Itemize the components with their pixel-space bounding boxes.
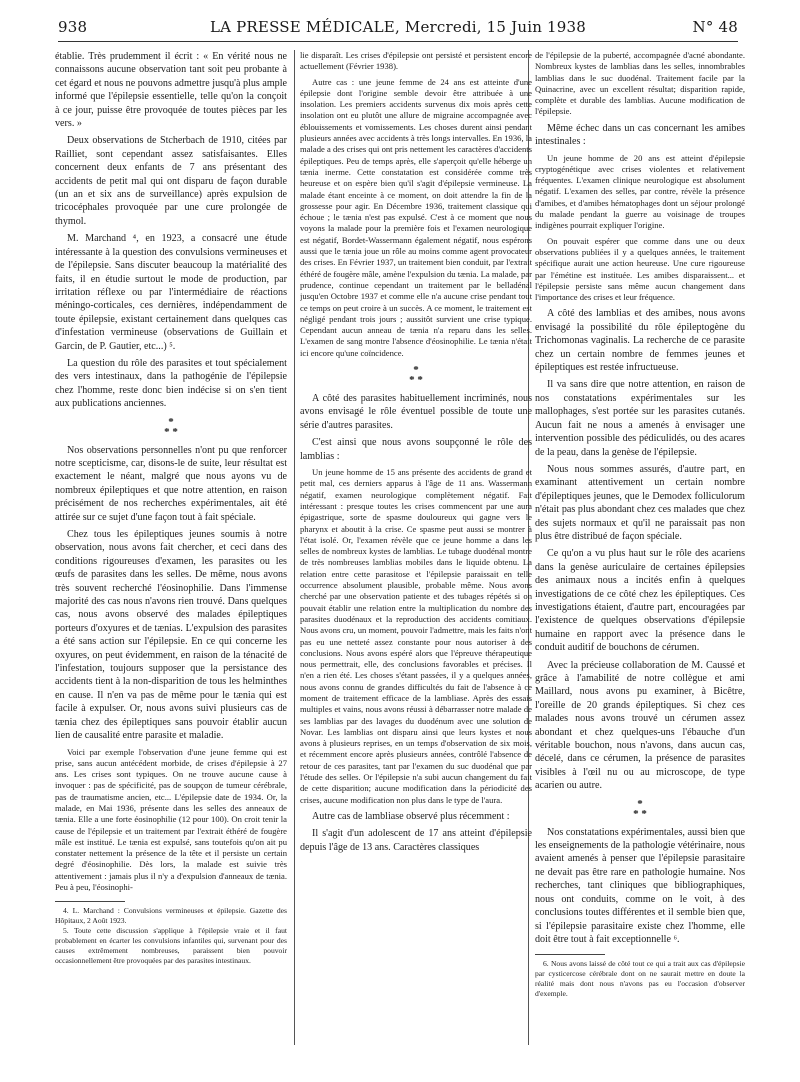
column-1 [55, 50, 287, 1050]
paragraph: C'est ainsi que nous avons soupçonné le rôle des lamblias : [300, 437, 532, 462]
issue-number: N° 48 [692, 18, 738, 36]
paragraph: Ce qu'on a vu plus haut sur le rôle des acariens dans la genèse auriculaire de certaines épilepsies des animaux nous a incités enfin à quelques investigations de ce côté chez les épileptiques. Ces investigations étaient, d'autre part, encouragées par l'existence de quelques observations d'épilepsie humaine en rapport avec la présence dans le conduit auditif de bouchons de cérumen. [535, 548, 745, 654]
paragraph: Un jeune homme de 20 ans est atteint d'épilepsie cryptogénétique avec crises violentes et relativement fréquentes. L'examen clinique neurologique est absolument négatif. L'examen des selles, par contre, révèle la présence d'amibes, et d'amibes hématophages dont un séjour prolongé du malade pendant la guerre au voisinage de troupes indigènes pourrait expliquer l'origine. [535, 152, 745, 231]
footnote-rule [55, 901, 125, 902]
section-separator: * * * [409, 364, 423, 387]
paragraph: Chez tous les épileptiques jeunes soumis à notre observation, nous avons fait chercher, et ceci dans des conditions rigoureuses d'examen, les parasites ou les œufs de parasites dans les selles. De même, nous avons très souvent recherché l'éosinophilie. Dans l'immense majorité des cas nous n'avons rien trouvé. Dans quelques cas, nous avons observé des malades épileptiques porteurs d'oxyures et de tænias. L'expulsion des parasites a été sans action sur l'épilepsie. En ce qui concerne les oxyures, on peut évidemment, en raison de la ténacité de l'infestation, toujours supposer que la persistance des accidents tient à la non-disparition de tous les helminthes en cause. Il n'en va pas de même pour le tænia qui est facile à expulser. Or, nous avons suivi plusieurs cas de tænia chez des épileptiques sans pouvoir établir aucun lien de causalité entre parasite et maladie. [55, 529, 287, 742]
paragraph: Autre cas de lambliase observé plus récemment : [312, 810, 510, 822]
journal-title: LA PRESSE MÉDICALE, Mercredi, 15 Juin 1938 [209, 18, 587, 36]
paragraph: de l'épilepsie de la puberté, accompagnée d'acné abondante. Nombreux kystes de lamblias dans les selles, innombrables lamblias dans le suc duodénal. Traitement facile par la Quinacrine, avec un excellent résultat; disparition rapide, complète et durable des lamblias. Aucune modification de l'épilepsie. [535, 50, 745, 117]
paragraph: Nos observations personnelles n'ont pu que renforcer notre scepticisme, car, disons-le de suite, leur résultat est exactement le néant, malgré que nous ayons vu de nombreux épileptiques et que notre attention, en raison précisément de nos recherches expérimentales, ait été attirée sur ce sujet d'une façon tout à fait spéciale. [55, 444, 287, 523]
footnotes [55, 906, 287, 966]
page-header [58, 18, 738, 40]
section-separator: * * * [164, 415, 178, 438]
paragraph: Il va sans dire que notre attention, en raison de nos constatations expérimentales sur les mallophages, s'est portée sur les parasites cutanés. Aucun fait ne nous a amenés à envisager une intervention possible des pédiculidés, ou des acares de la peau, dans la genèse de l'épilepsie. [535, 379, 745, 458]
header-rule [58, 41, 738, 42]
paragraph: Nous nous sommes assurés, d'autre part, en examinant attentivement un certain nombre d'épileptiques jeunes, que le Demodex folliculorum n'était pas plus abondant chez ces malades que chez des sujets normaux et qu'il ne paraissait pas non plus être distribué de façon spéciale. [535, 463, 745, 542]
paragraph: A côté des lamblias et des amibes, nous avons envisagé la possibilité du rôle épileptogène du Trichomonas vaginalis. La recherche de ce parasite chez un certain nombre de femmes jeunes et épileptiques est restée infructueuse. [535, 308, 745, 374]
paragraph: A côté des parasites habituellement incriminés, nous avons envisagé le rôle éventuel possible de toute une série d'autres parasites. [300, 393, 532, 431]
column-2 [300, 50, 532, 1050]
paragraph: lie disparaît. Les crises d'épilepsie ont persisté et persistent encore actuellement (Février 1938). [300, 50, 532, 72]
column-divider [294, 50, 295, 1045]
column-3 [535, 50, 745, 1050]
paragraph: Autre cas : une jeune femme de 24 ans est atteinte d'une épilepsie dont l'origine semble devoir être attribuée à une insolation. Les premiers accidents survenus dix mois après cette insolation ont eu plutôt une allure de migraine accompagnée avec éblouissements et vomissements. Les choses durent ainsi pendant plusieurs années avec accidents à très longs intervalles. En 1936, la malade a des crises qui ont pris nettement les caractères d'accidents épileptiques. Peu de temps après, elle s'aperçoit qu'elle héberge un tænia inerme. Cette constatation est considérée comme très heureuse et on espère bien qu'il s'agit d'épilepsie vermineuse. La malade étant enceinte à ce moment, on doit attendre la fin de la grossesse pour agir. En Décembre 1936, traitement classique qui échoue ; le tænia n'est pas expulsé. C'est à ce moment que nous voyons la malade pour la première fois et l'examen neurologique est négatif, Bordet-Wassermann également négatif, nous espérons aussi que le tænia joue un rôle au moins comme agent provocateur des crises. En Février 1937, un traitement bien conduit, par l'extrait éthéré de fougère mâle, amène l'expulsion du tænia. La malade, par prudence, continue cependant un traitement par le belladénal jusqu'en Octobre 1937 et comme elle n'a aucune crise pendant tout ce temps on peut croire à un succès. A ce moment, le traitement est négligé pendant trois jours ; aussitôt survient une crise typique. Cependant aucun anneau de tænia n'a reparu dans les selles. L'examen de sang montre l'absence d'éosinophilie. Le tænia n'était ici encore qu'une coïncidence. [300, 76, 532, 358]
page-number: 938 [58, 18, 88, 36]
footnotes [535, 959, 745, 999]
paragraph: La question du rôle des parasites et tout spécialement des vers intestinaux, dans la pathogénie de l'épilepsie chez l'homme, reste donc bien indécise si on s'en tient aux publications anciennes. [55, 357, 287, 410]
footnote-rule [535, 954, 605, 955]
paragraph: Voici par exemple l'observation d'une jeune femme qui est prise, sans aucun antécédent morbide, de crises d'épilepsie à 27 ans. Les crises sont typiques. On ne trouve aucune cause à invoquer : pas de spécificité, pas de soupçon de tumeur cérébrale, pas de traumatisme ancien, etc... L'épilepsie date de 1934. Or, la malade, en Mai 1936, présente dans les selles des anneaux de tænia. Elle a une forte éosinophilie (12 pour 100). On croit tenir la cause de l'épilepsie et un traitement par l'extrait éthéré de fougère mâle est institué. Le tænia est expulsé, sans toutefois qu'on ait pu constater nettement la présence de la tête et il persiste un certain degré d'éosinophilie. Dès lors, la malade est suivie très attentivement : jamais plus il n'y a d'expulsion d'anneaux de tænia. Peu à peu, l'éosinophi- [55, 746, 287, 893]
footnote: 5. Toute cette discussion s'applique à l'épilepsie vraie et il faut probablement en écarter les convulsions infantiles qui, survenant pour des causes extrêmement nombreuses, paraissent bien pouvoir occasionnellement être provoquées par des parasites intestinaux. [55, 926, 287, 966]
paragraph: Un jeune homme de 15 ans présente des accidents de grand et petit mal, ces derniers apparus à l'âge de 11 ans. Wassermann négatif, examen neurologique complètement négatif. Fait intéressant : presque toutes les crises commencent par une aura épigastrique, sorte de spasme douloureux qui gagne vers le pharynx et aboutit à la crise. Ce spasme peut aussi se montrer à l'état isolé. Or, l'examen révèle que ce jeune homme a dans les selles de nombreux kystes de lamblias. Le tubage duodénal montre de très nombreuses lamblias mobiles dans le liquide obtenu. La relation entre cette parasitose et l'épilepsie paraissait en telle occurrence absolument plausible, probable même. Nous avons cherché par une observation patiente et des tubages répétés si on pouvait établir une relation entre la multiplication du nombre des parasites duodénaux et la reproduction des accidents comitiaux. Nous avons cru, un moment, pouvoir l'admettre, mais les faits n'ont pas eu une netteté assez constante pour nous autoriser à des conclusions. Nous avons espéré alors que l'épreuve thérapeutique nous permettrait, elle, des conclusions favorables et précises. Il n'en a rien été. Les choses s'étant passées, il y a quelques années, nous avons connu de grandes difficultés du fait de l'absence à ce moment de traitement efficace de la lambliase. Après des essais multiples et vains, nous avons réussi à débarrasser notre malade de ses lamblias par des lavages du duodénum avec une solution de Novar. Les lamblias ont disparu ainsi que leurs kystes et nous avons à plusieurs reprises, en un temps d'observation de six mois, et récemment encore après plusieurs années, contrôlé l'absence de retour de ces parasites, tant par l'examen du suc duodénal que par l'étude des selles. Or l'épilepsie n'a subi aucun changement du fait de cette disparition; aucune modification dans la périodicité des crises, aucune modification non plus dans le type de l'aura. [300, 467, 532, 805]
paragraph: On pouvait espérer que comme dans une ou deux observations publiées il y a quelques années, le traitement spécifique aurait une action heureuse. Une cure rigoureuse par l'émétine est instituée. Les amibes disparaissent... et l'épilepsie persiste sans même aucun changement dans l'importance des crises et leur fréquence. [535, 235, 745, 303]
footnote: 6. Nous avons laissé de côté tout ce qui a trait aux cas d'épilepsie par cysticercose cérébrale dont on ne saurait mettre en doute la réalité mais dont nous n'avons pas eu l'occasion d'observer d'exemple. [535, 959, 745, 999]
paragraph: Deux observations de Stcherbach de 1910, citées par Railliet, sont cependant assez satisfaisantes. Elles concernent deux enfants de 7 ans présentant des accidents de petit mal qui ont disparu de façon durable (un an et six ans de surveillance) après expulsion de tricocéphales provoquée par une cure prolongée de thymol. [55, 135, 287, 227]
paragraph: Même échec dans un cas concernant les amibes intestinales : [535, 122, 745, 148]
paragraph: M. Marchand ⁴, en 1923, a consacré une étude intéressante à la question des convulsions vermineuses et de l'épilepsie. Sans discuter beaucoup la matérialité des faits, il en étudie surtout le mode de production, par irritation réflexe ou par l'intermédiaire de réactions méningo-corticales, ces dernières, indépendamment de toute épilepsie, existant certainement dans quelques cas d'infestation vermineuse (observations de Guillain et Garcin, de P. Gautier, etc...) ⁵. [55, 233, 287, 352]
paragraph: Nos constatations expérimentales, aussi bien que les enseignements de la pathologie vétérinaire, nous avaient amenés à penser que l'épilepsie parasitaire ne devait pas être rare en pathologie humaine. Nos recherches, tant cliniques que bibliographiques, nous ont conduits, comme on le voit, à des conclusions toutes différentes et il semble bien que, si l'épilepsie parasitaire existe chez l'homme, elle doit être tout à fait exceptionnelle ⁶. [535, 826, 745, 945]
section-separator: * * * [633, 797, 647, 820]
paragraph: Il s'agit d'un adolescent de 17 ans atteint d'épilepsie depuis l'âge de 13 ans. Caractères classiques [300, 828, 532, 853]
footnote: 4. L. Marchand : Convulsions vermineuses et épilepsie. Gazette des Hôpitaux, 2 Août 1923. [55, 906, 287, 926]
paragraph: établie. Très prudemment il écrit : « En vérité nous ne connaissons aucune observation tant soit peu probante à cet égard et nous ne pouvons admettre jusqu'à plus ample informé que l'épilepsie essentielle, telle qu'on la conçoit à ce jour, puisse être provoquée de toutes pièces par les vers. » [55, 51, 287, 130]
paragraph: Avec la précieuse collaboration de M. Caussé et grâce à l'amabilité de notre collègue et ami Maillard, nous avons pu examiner, à Bicêtre, l'oreille de 20 grands épileptiques. Si chez ces malades nous avons trouvé un cérumen assez abondant et chez quelques-uns l'ébauche d'un véritable bouchon, nous n'avons, dans aucun cas, décelé, dans ce cérumen, la présence de parasites visibles à l'œil nu ou au microscope, de type acarien ou autre. [535, 659, 745, 792]
